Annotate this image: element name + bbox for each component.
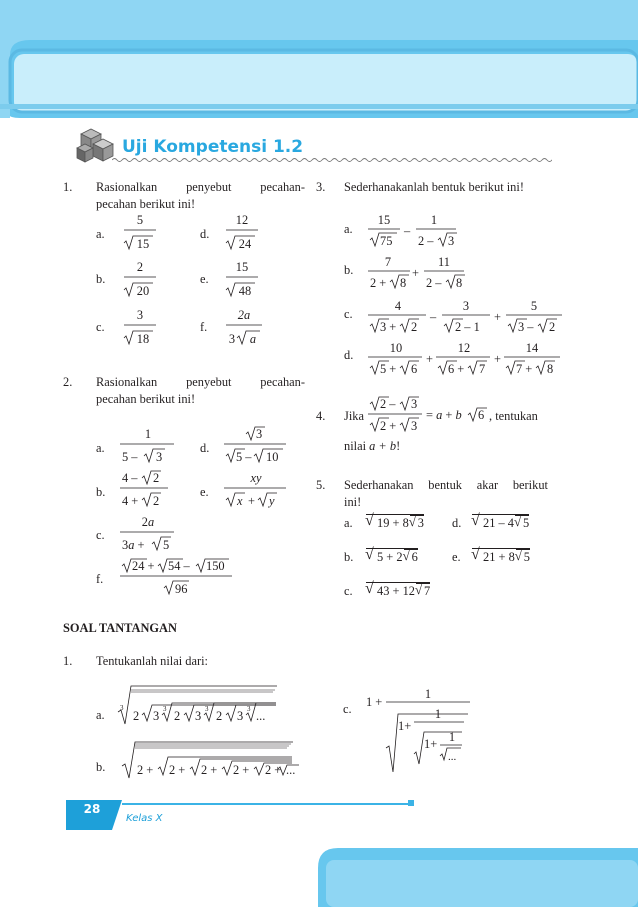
svg-text:3: 3 — [247, 705, 251, 713]
challenge-label-c: c. — [343, 702, 352, 716]
svg-text:2 +: 2 + — [370, 276, 387, 290]
q5a-r: 3 — [417, 516, 424, 530]
q4-number: 4. — [316, 409, 326, 423]
q5b-r: 6 — [411, 550, 418, 564]
svg-text:+: + — [494, 310, 501, 324]
q5b-b: 2 — [396, 550, 403, 564]
svg-text:7: 7 — [479, 362, 486, 376]
svg-text:8: 8 — [400, 276, 407, 290]
svg-text:3 +: 3 + — [380, 320, 397, 334]
challenge-a-expression — [114, 684, 284, 728]
q1a-fraction — [120, 210, 160, 255]
challenge-number: 1. — [63, 654, 73, 668]
svg-text:...: ... — [448, 751, 457, 763]
q5-label-b: b. — [344, 550, 354, 564]
class-label: Kelas X — [126, 813, 163, 824]
q5e-radical: √ 21 + 8 √ 5 — [471, 546, 530, 564]
svg-text:2 +: 2 + — [201, 763, 218, 777]
q5-label-a: a. — [344, 516, 353, 530]
svg-text:8: 8 — [547, 362, 554, 376]
q1f-den-var: a — [249, 332, 257, 346]
svg-text:5 +: 5 + — [380, 362, 397, 376]
q1e-den: 48 — [238, 284, 252, 298]
q2-word: Rasionalkan — [96, 375, 158, 389]
svg-text:2 –: 2 – — [418, 234, 434, 248]
q1-label-c: c. — [96, 320, 105, 334]
svg-text:14: 14 — [525, 341, 539, 355]
q1-label-a: a. — [96, 227, 105, 241]
q2-word: penyebut — [186, 375, 232, 389]
footer-rule — [122, 803, 412, 805]
svg-text:1: 1 — [144, 427, 152, 441]
q1-label-f: f. — [200, 320, 208, 334]
q2-label-c: c. — [96, 528, 105, 542]
q2-word: pecahan- — [260, 375, 305, 389]
svg-text:3: 3 — [156, 450, 163, 464]
svg-text:1 +: 1 + — [366, 695, 383, 709]
svg-text:75: 75 — [380, 234, 393, 248]
svg-text:10: 10 — [389, 341, 403, 355]
q5e-b: 8 — [508, 550, 515, 564]
challenge-label-a: a. — [96, 708, 105, 722]
q2b-expression — [118, 468, 178, 512]
q1-word: pecahan- — [260, 180, 305, 194]
svg-text:2 +: 2 + — [265, 763, 282, 777]
q1a-num: 5 — [136, 213, 144, 227]
svg-text:4 –: 4 – — [122, 471, 138, 485]
q4-line2-lead: nilai — [344, 439, 367, 453]
svg-text:y: y — [269, 494, 275, 508]
svg-text:3: 3 — [462, 299, 470, 313]
svg-text:2a: 2a — [141, 515, 155, 529]
svg-text:10: 10 — [266, 450, 279, 464]
svg-text:–: – — [430, 310, 437, 324]
svg-text:6: 6 — [411, 362, 418, 376]
q1b-den: 20 — [136, 284, 150, 298]
page-title: Uji Kompetensi 1.2 — [122, 137, 304, 157]
q1-label-e: e. — [200, 272, 209, 286]
q4-expression — [366, 394, 488, 438]
svg-text:150: 150 — [206, 559, 225, 573]
svg-text:4 +: 4 + — [122, 494, 139, 508]
svg-text:3a +: 3a + — [122, 538, 145, 552]
svg-text:12: 12 — [457, 341, 471, 355]
q5d-b: 4 — [507, 516, 514, 530]
svg-text:3: 3 — [448, 234, 455, 248]
svg-text:7 +: 7 + — [516, 362, 533, 376]
q5-word: bentuk — [428, 478, 462, 492]
q5c-a: 43 — [377, 584, 390, 598]
q1-number: 1. — [63, 180, 73, 194]
svg-text:3: 3 — [120, 704, 124, 712]
q2-label-d: d. — [200, 441, 210, 455]
q5e-a: 21 — [483, 550, 496, 564]
svg-text:1: 1 — [448, 730, 456, 744]
svg-text:5: 5 — [163, 538, 170, 552]
q2c-expression — [118, 512, 178, 556]
q5-prompt-line2: ini! — [344, 495, 362, 509]
q3d-expression — [366, 338, 566, 380]
q1f-num: 2a — [237, 308, 251, 322]
svg-text:2: 2 — [153, 494, 160, 508]
svg-text:24 +: 24 + — [132, 559, 155, 573]
q5c-r: 7 — [423, 584, 431, 598]
q5-label-c: c. — [344, 584, 353, 598]
q4-tail: , tentukan — [489, 409, 538, 423]
page-number: 28 — [83, 802, 101, 816]
svg-text:3: 3 — [256, 427, 263, 441]
svg-text:x: x — [237, 494, 243, 508]
svg-text:3 –: 3 – — [518, 320, 534, 334]
svg-text:7: 7 — [384, 255, 392, 269]
svg-text:5: 5 — [530, 299, 538, 313]
q5c-radical: √ 43 + 12 √ 7 — [365, 580, 431, 598]
q5b-a: 5 — [377, 550, 384, 564]
svg-text:+: + — [248, 494, 255, 508]
svg-text:1+: 1+ — [424, 737, 438, 751]
svg-text:2: 2 — [549, 320, 556, 334]
q2e-expression — [222, 468, 288, 512]
svg-text:15: 15 — [377, 213, 391, 227]
challenge-title: SOAL TANTANGAN — [63, 621, 177, 635]
q2d-expression — [222, 424, 288, 468]
q1-label-b: b. — [96, 272, 106, 286]
q3b-expression — [366, 252, 476, 294]
bottom-banner — [318, 848, 638, 907]
q5b-radical: √ 5 + 2 √ 6 — [365, 546, 418, 564]
q1-prompt-line1 — [96, 180, 305, 195]
q5a-radical: √ 19 + 8 √ 3 — [365, 512, 424, 530]
svg-text:2: 2 — [216, 709, 223, 723]
q1-word: Rasionalkan — [96, 180, 158, 194]
svg-text:1: 1 — [424, 687, 432, 701]
svg-text:54 –: 54 – — [168, 559, 190, 573]
svg-text:2: 2 — [411, 320, 418, 334]
svg-text:5 –: 5 – — [122, 450, 138, 464]
q1b-fraction — [120, 257, 160, 302]
q3a-expression — [366, 210, 466, 252]
q4-line2-end: ! — [396, 439, 401, 453]
q2-prompt-line1 — [96, 375, 305, 390]
q5-word: akar — [476, 478, 499, 492]
q2a-expression — [118, 424, 178, 468]
q1d-fraction — [222, 210, 262, 255]
svg-text:2 +: 2 + — [137, 763, 154, 777]
q1d-num: 12 — [235, 213, 249, 227]
svg-text:2: 2 — [133, 709, 140, 723]
q5d-a: 21 — [483, 516, 496, 530]
svg-text:2 +: 2 + — [169, 763, 186, 777]
q1d-den: 24 — [238, 237, 252, 251]
q1c-den: 18 — [136, 332, 150, 346]
q1a-den: 15 — [136, 237, 150, 251]
q2-prompt-line2: pecahan berikut ini! — [96, 392, 196, 406]
q3-label-b: b. — [344, 263, 354, 277]
q1c-num: 3 — [136, 308, 144, 322]
q1-prompt-line2: pecahan berikut ini! — [96, 197, 196, 211]
svg-text:11: 11 — [438, 255, 450, 269]
q1-word: penyebut — [186, 180, 232, 194]
q3-label-a: a. — [344, 222, 353, 236]
svg-text:3: 3 — [195, 709, 202, 723]
svg-text:xy: xy — [250, 471, 262, 485]
q2-label-e: e. — [200, 485, 209, 499]
q2-label-f: f. — [96, 572, 104, 586]
q4-line2 — [344, 439, 400, 454]
q3c-expression — [366, 296, 566, 338]
footer-rule-end — [408, 800, 414, 806]
q1b-num: 2 — [136, 260, 144, 274]
svg-text:+: + — [412, 266, 419, 280]
challenge-prompt: Tentukanlah nilai dari: — [96, 654, 208, 668]
svg-text:3: 3 — [237, 709, 244, 723]
q1f-fraction — [222, 305, 266, 350]
svg-text:3: 3 — [153, 709, 160, 723]
svg-text:...: ... — [286, 763, 296, 777]
svg-text:1: 1 — [430, 213, 438, 227]
top-banner — [0, 0, 638, 118]
svg-text:2 +: 2 + — [380, 419, 397, 433]
svg-text:1: 1 — [434, 707, 442, 721]
svg-text:2: 2 — [153, 471, 160, 485]
q1e-fraction — [222, 257, 262, 302]
svg-text:5 –: 5 – — [236, 450, 252, 464]
q1c-fraction — [120, 305, 160, 350]
svg-text:2 –: 2 – — [426, 276, 442, 290]
svg-text:3: 3 — [205, 705, 209, 713]
challenge-b-expression — [118, 738, 298, 782]
q5c-b: 12 — [402, 584, 415, 598]
q5a-a: 19 — [377, 516, 390, 530]
svg-text:1+: 1+ — [398, 719, 412, 733]
svg-text:= a + b: = a + b — [426, 408, 462, 422]
q1-label-d: d. — [200, 227, 210, 241]
q5-number: 5. — [316, 478, 326, 492]
q5d-radical: √ 21 – 4 √ 5 — [471, 512, 530, 530]
svg-text:...: ... — [256, 709, 266, 723]
challenge-label-b: b. — [96, 760, 106, 774]
svg-text:8: 8 — [456, 276, 463, 290]
q5a-b: 8 — [402, 516, 409, 530]
svg-text:3: 3 — [163, 705, 167, 713]
svg-text:2 – 1: 2 – 1 — [455, 320, 480, 334]
q2f-expression — [118, 556, 238, 600]
svg-text:+: + — [426, 352, 433, 366]
q4-lead: Jika — [344, 409, 364, 423]
svg-text:6 +: 6 + — [448, 362, 465, 376]
q4-line2-expr: a + b — [369, 439, 397, 453]
q3-prompt: Sederhanakanlah bentuk berikut ini! — [344, 180, 524, 194]
q5-prompt-line1 — [344, 478, 548, 493]
q2-label-a: a. — [96, 441, 105, 455]
q1e-num: 15 — [235, 260, 249, 274]
q3-label-c: c. — [344, 307, 353, 321]
wavy-divider — [112, 156, 552, 164]
q2-label-b: b. — [96, 485, 106, 499]
svg-text:+: + — [494, 352, 501, 366]
q5-word: Sederhanakan — [344, 478, 414, 492]
q1f-den-coef: 3 — [228, 332, 236, 346]
svg-text:3: 3 — [411, 419, 418, 433]
svg-text:2: 2 — [174, 709, 181, 723]
svg-text:6: 6 — [478, 408, 485, 422]
q3-label-d: d. — [344, 348, 354, 362]
q2-number: 2. — [63, 375, 73, 389]
svg-text:2 +: 2 + — [233, 763, 250, 777]
svg-text:–: – — [404, 224, 411, 238]
svg-text:2 –: 2 – — [380, 397, 396, 411]
q3-number: 3. — [316, 180, 326, 194]
q5d-r: 5 — [522, 516, 530, 530]
svg-text:96: 96 — [175, 582, 188, 596]
q5e-r: 5 — [523, 550, 530, 564]
q5-label-e: e. — [452, 550, 461, 564]
q5-label-d: d. — [452, 516, 462, 530]
svg-text:3: 3 — [411, 397, 418, 411]
q5-word: berikut — [512, 478, 548, 492]
svg-text:4: 4 — [394, 299, 402, 313]
challenge-c-expression — [364, 688, 474, 780]
